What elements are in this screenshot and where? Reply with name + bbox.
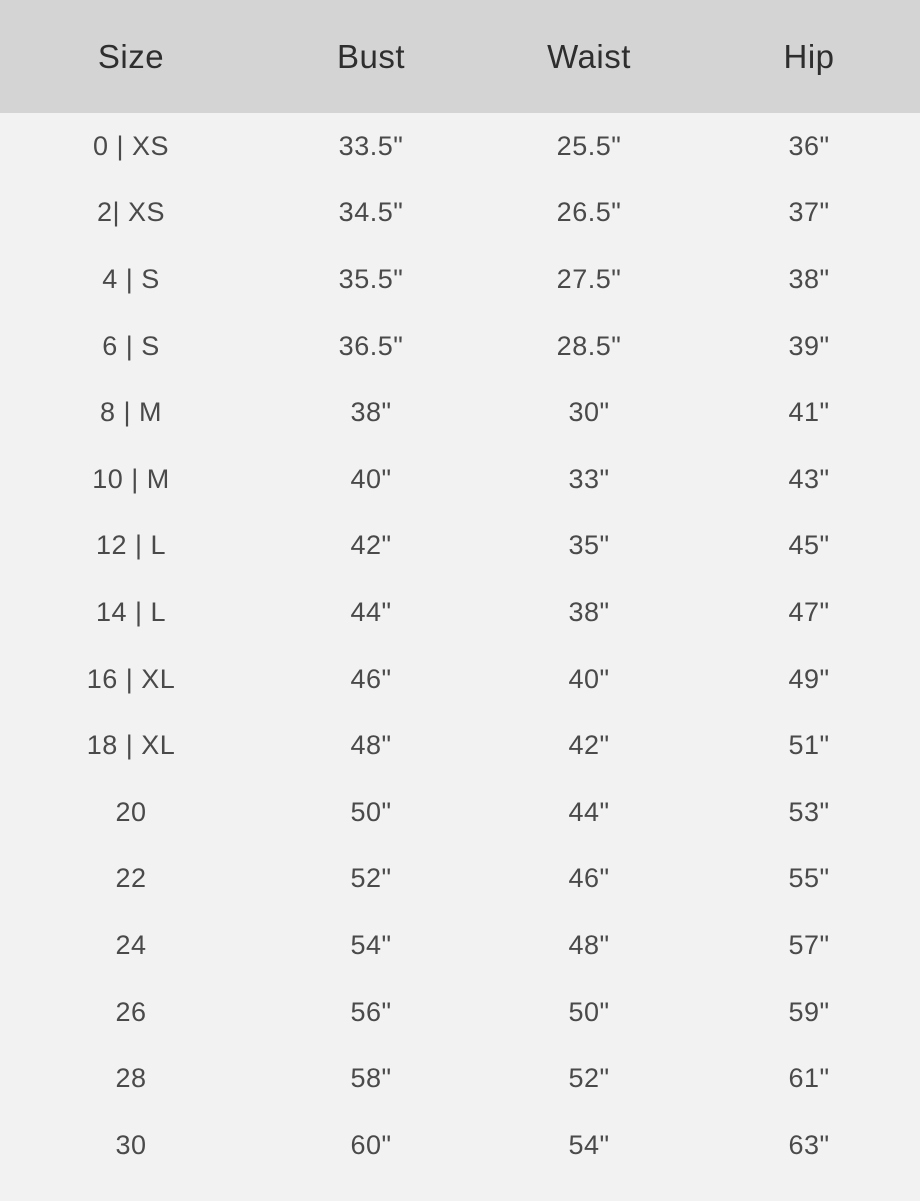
table-row <box>0 1112 920 1179</box>
cell-hip: 53" <box>788 796 830 827</box>
cell-waist: 27.5" <box>556 263 622 294</box>
cell-size: 28 <box>115 1063 147 1094</box>
cell-hip: 59" <box>788 996 830 1027</box>
cell-waist: 40" <box>568 663 610 694</box>
cell-hip: 37" <box>788 197 830 228</box>
column-header-waist: Waist <box>547 37 631 75</box>
cell-size: 12 | L <box>95 530 167 561</box>
cell-size: 20 <box>115 796 147 827</box>
table-row <box>0 513 920 580</box>
cell-size: 0 | XS <box>92 130 170 161</box>
cell-bust: 56" <box>350 996 392 1027</box>
cell-hip: 63" <box>788 1129 830 1160</box>
table-row <box>0 379 920 446</box>
cell-size: 6 | S <box>102 330 160 361</box>
table-row <box>0 180 920 247</box>
cell-bust: 60" <box>350 1129 392 1160</box>
cell-waist: 33" <box>568 463 610 494</box>
cell-hip: 45" <box>788 530 830 561</box>
cell-waist: 50" <box>568 996 610 1027</box>
column-header-size: Size <box>97 37 165 75</box>
cell-size: 2| XS <box>96 197 166 228</box>
cell-hip: 55" <box>788 863 830 894</box>
cell-size: 30 <box>115 1129 147 1160</box>
cell-bust: 34.5" <box>338 197 404 228</box>
cell-bust: 42" <box>350 530 392 561</box>
table-row <box>0 1045 920 1112</box>
cell-waist: 46" <box>568 863 610 894</box>
cell-waist: 54" <box>568 1129 610 1160</box>
table-body <box>0 113 920 1179</box>
cell-hip: 61" <box>788 1063 830 1094</box>
cell-bust: 46" <box>350 663 392 694</box>
cell-waist: 25.5" <box>556 130 622 161</box>
cell-bust: 40" <box>350 463 392 494</box>
cell-bust: 35.5" <box>338 263 404 294</box>
cell-size: 8 | M <box>99 397 163 428</box>
column-header-bust: Bust <box>336 37 406 75</box>
cell-bust: 36.5" <box>338 330 404 361</box>
cell-waist: 26.5" <box>556 197 622 228</box>
cell-size: 10 | M <box>92 463 170 494</box>
table-row <box>0 912 920 979</box>
cell-size: 16 | XL <box>86 663 176 694</box>
cell-bust: 48" <box>350 730 392 761</box>
cell-waist: 38" <box>568 596 610 627</box>
table-row <box>0 446 920 513</box>
table-row <box>0 646 920 713</box>
cell-bust: 50" <box>350 796 392 827</box>
cell-hip: 57" <box>788 929 830 960</box>
table-row <box>0 846 920 913</box>
cell-waist: 30" <box>568 397 610 428</box>
cell-size: 24 <box>115 929 147 960</box>
cell-hip: 38" <box>788 263 830 294</box>
cell-waist: 35" <box>568 530 610 561</box>
table-row <box>0 113 920 180</box>
cell-waist: 42" <box>568 730 610 761</box>
cell-waist: 28.5" <box>556 330 622 361</box>
table-row <box>0 712 920 779</box>
cell-waist: 44" <box>568 796 610 827</box>
cell-size: 26 <box>115 996 147 1027</box>
table-row <box>0 313 920 380</box>
cell-hip: 51" <box>788 730 830 761</box>
cell-bust: 33.5" <box>338 130 404 161</box>
cell-waist: 48" <box>568 929 610 960</box>
cell-bust: 44" <box>350 596 392 627</box>
column-header-hip: Hip <box>783 37 835 75</box>
table-row <box>0 979 920 1046</box>
cell-bust: 38" <box>350 397 392 428</box>
table-row <box>0 246 920 313</box>
table-row <box>0 579 920 646</box>
cell-hip: 49" <box>788 663 830 694</box>
cell-size: 18 | XL <box>86 730 176 761</box>
cell-hip: 41" <box>788 397 830 428</box>
header-row <box>0 0 920 113</box>
cell-size: 22 <box>115 863 147 894</box>
cell-bust: 58" <box>350 1063 392 1094</box>
cell-hip: 43" <box>788 463 830 494</box>
cell-size: 4 | S <box>102 263 160 294</box>
cell-bust: 54" <box>350 929 392 960</box>
cell-hip: 47" <box>788 596 830 627</box>
table-row <box>0 779 920 846</box>
cell-hip: 39" <box>788 330 830 361</box>
cell-size: 14 | L <box>95 596 167 627</box>
cell-waist: 52" <box>568 1063 610 1094</box>
cell-bust: 52" <box>350 863 392 894</box>
table-header <box>0 0 920 113</box>
cell-hip: 36" <box>788 130 830 161</box>
